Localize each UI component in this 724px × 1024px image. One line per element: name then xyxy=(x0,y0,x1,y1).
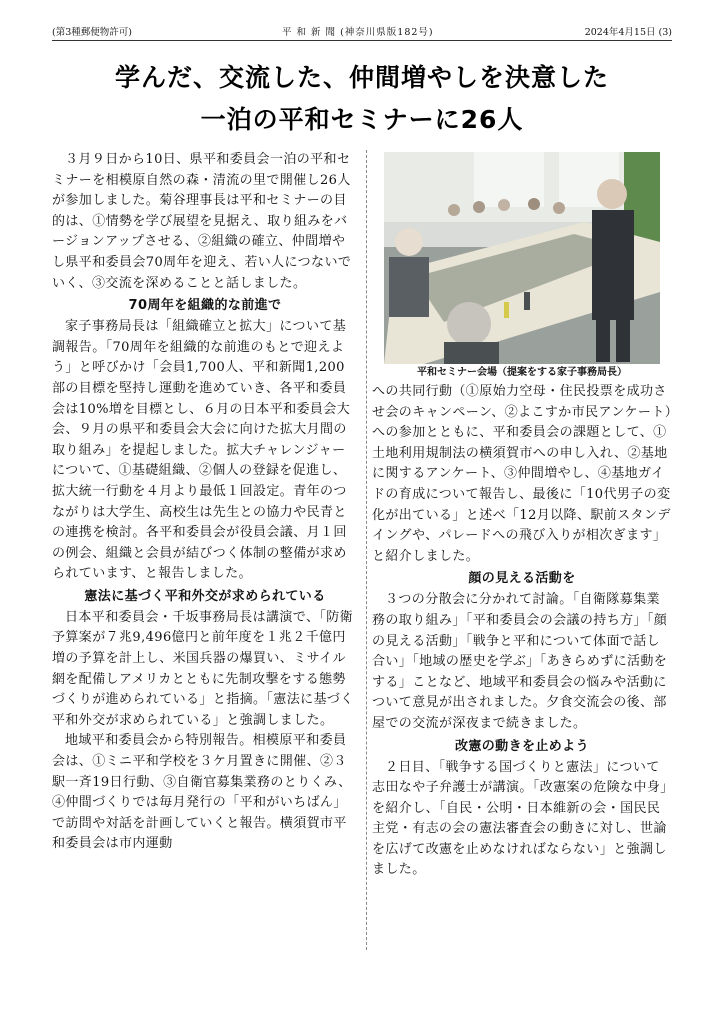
paragraph: ２日目、「戦争する国づくりと憲法」について志田なや子弁護士が講演。「改憲案の危険な中身」を紹介し、「自民・公明・日本維新の会・国民民主党・有志の会の憲法審査会の動きに対し、世論を広げて改憲を止めなければならない」と強調しました。 xyxy=(372,759,668,878)
column-divider xyxy=(366,150,367,950)
right-column xyxy=(372,382,672,881)
paper-name: 平 和 新 聞 xyxy=(282,27,337,38)
paragraph: 地域平和委員会から特別報告。相模原平和委員会は、①ミニ平和学校を３ケ月置きに開催、②３駅一斉19日行動、③自衛官募集業務のとりくみ、④仲間づくりでは毎月発行の「平和がいちばん」で訪問や対話を計画していくと報告。横須賀市平和委員会は市内運動 xyxy=(52,733,352,852)
paragraph: ３月９日から10日、県平和委員会一泊の平和セミナーを相模原自然の森・清流の里で開催し26人が参加しました。菊谷理事長は平和セミナーの目的は、①情勢を学び展望を見据え、取り組みをバージョンアップさせる、②組織の確立、仲間増やし県平和委員会70周年を迎え、若い人につないでいく、③交流を深めることと話しました。 xyxy=(52,152,352,291)
paper-title xyxy=(282,26,434,40)
paragraph: への共同行動（①原始力空母・住民投票を成功させ会のキャンペーン、②よこすか市民アンケート）への参加とともに、平和委員会の課題として、①土地利用規制法の横須賀市への申し入れ、②基地に関するアンケート、③仲間増やし、④基地ガイドの育成について報告し、最後に「10代男子の変化が出ている」と述べ「12月以降、駅前スタンデイングや、パレードへの飛び入りが相次ぎます」と紹介しました。 xyxy=(372,384,672,564)
subheading: 顔の見える活動を xyxy=(468,571,576,587)
masthead xyxy=(52,26,672,41)
subheading: 70周年を組織的な前進で xyxy=(128,298,282,314)
paragraph: 日本平和委員会・千坂事務局長は講演で、「防衛予算案が７兆9,496億円と前年度を１兆２千億円増の予算を計上し、米国兵器の爆買い、ミサイル網を配備しアメリカとともに先制攻撃をする態勢づくりが進められている」と指摘。「憲法に基づく平和外交が求められている」と強調しました。 xyxy=(52,609,354,728)
subheading: 改憲の動きを止めよう xyxy=(454,738,589,754)
photo-caption: 平和セミナー会場（提案をする家子事務局長） xyxy=(417,367,627,378)
paragraph: 家子事務局長は「組織確立と拡大」について基調報告。「70周年を組織的な前進のもとで迎えよう」と呼びかけ「会員1,700人、平和新聞1,200部の目標を堅持し運動を進めていき、各平和委員会は10%増を目標とし、６月の日本平和委員会大会、９月の県平和委員会大会に向けた拡大月間の取り組み」を提起しました。拡大チャレンジャーについて、①基礎組織、②個人の登録を促進し、拡大統一行動を４月より最低１回設定。青年のつながりは大学生、高校生は先生との協力や民青との連携を検討。各平和委員会が役員会議、月１回の例会、組織と会員が結びつく体制の整備が求められています、と報告しました。 xyxy=(52,319,351,582)
postal-permit: (第3種郵便物許可) xyxy=(52,27,132,38)
headline-line-2: 一泊の平和セミナーに26人 xyxy=(200,105,524,134)
paragraph: ３つの分散会に分かれて討論。「自衛隊募集業務の取り組み」「平和委員会の会議の持ち方」「顔の見える活動」「戦争と平和について体面で話し合い」「地域の歴史を学ぶ」「あきらめずに活動をする」ことなど、地域平和委員会の悩みや活動について意見が出されました。夕食交流会の後、部屋での交流が深夜まで続きました。 xyxy=(372,592,668,731)
seminar-photo-illustration xyxy=(384,152,660,364)
issue-date: 2024年4月15日 (3) xyxy=(584,27,672,38)
edition: (神奈川県版182号) xyxy=(340,27,434,38)
subheading: 憲法に基づく平和外交が求められている xyxy=(84,588,326,604)
seminar-photo xyxy=(384,152,660,364)
headline-line-1: 学んだ、交流した、仲間増やしを決意した xyxy=(114,63,609,92)
left-column xyxy=(52,150,358,855)
